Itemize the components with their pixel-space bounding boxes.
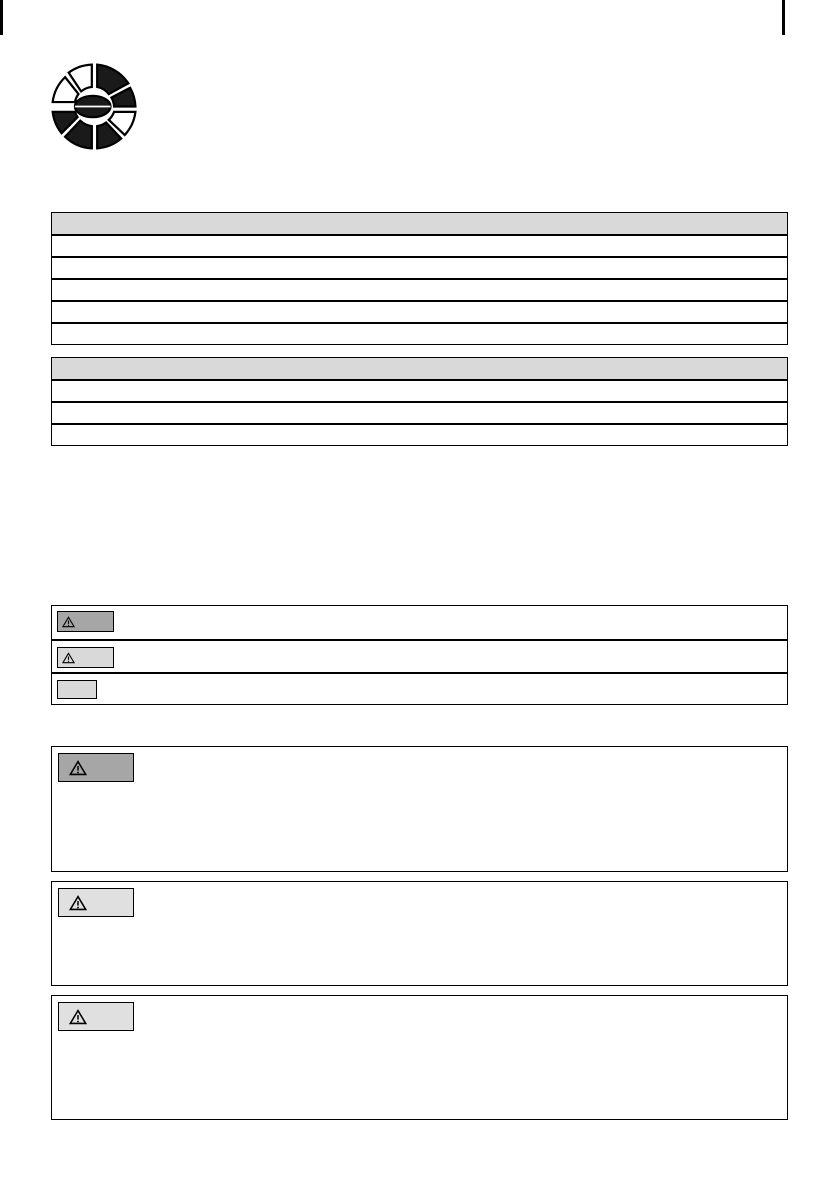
legend-row-warning bbox=[52, 639, 787, 672]
danger-tag bbox=[58, 753, 134, 782]
table-row bbox=[52, 278, 787, 300]
notice-tag bbox=[57, 680, 97, 699]
spec-table-2 bbox=[51, 357, 788, 446]
warning-triangle-icon bbox=[69, 895, 87, 911]
warning-triangle-icon bbox=[69, 760, 87, 776]
table-row bbox=[52, 401, 787, 423]
crop-mark-right bbox=[782, 0, 785, 35]
table-row bbox=[52, 256, 787, 278]
segmented-wheel-logo-icon bbox=[50, 62, 139, 151]
legend-row-notice bbox=[52, 672, 787, 704]
spec-table-1-header bbox=[52, 213, 787, 234]
warning-tag bbox=[58, 888, 134, 917]
table-row bbox=[52, 322, 787, 344]
notice-box-caution bbox=[51, 995, 788, 1120]
legend-row-danger bbox=[52, 606, 787, 639]
danger-tag bbox=[57, 611, 114, 632]
warning-tag bbox=[57, 647, 114, 668]
notice-box-warning bbox=[51, 881, 788, 986]
warning-triangle-icon bbox=[62, 652, 75, 664]
spec-table-2-header bbox=[52, 358, 787, 379]
table-row bbox=[52, 423, 787, 445]
spec-table-1 bbox=[51, 212, 788, 345]
crop-mark-left bbox=[0, 0, 3, 35]
signal-word-legend bbox=[51, 605, 788, 705]
table-row bbox=[52, 300, 787, 322]
warning-triangle-icon bbox=[69, 1009, 87, 1025]
table-row bbox=[52, 379, 787, 401]
caution-tag bbox=[58, 1002, 134, 1031]
warning-triangle-icon bbox=[62, 616, 75, 628]
notice-box-danger bbox=[51, 746, 788, 872]
table-row bbox=[52, 234, 787, 256]
